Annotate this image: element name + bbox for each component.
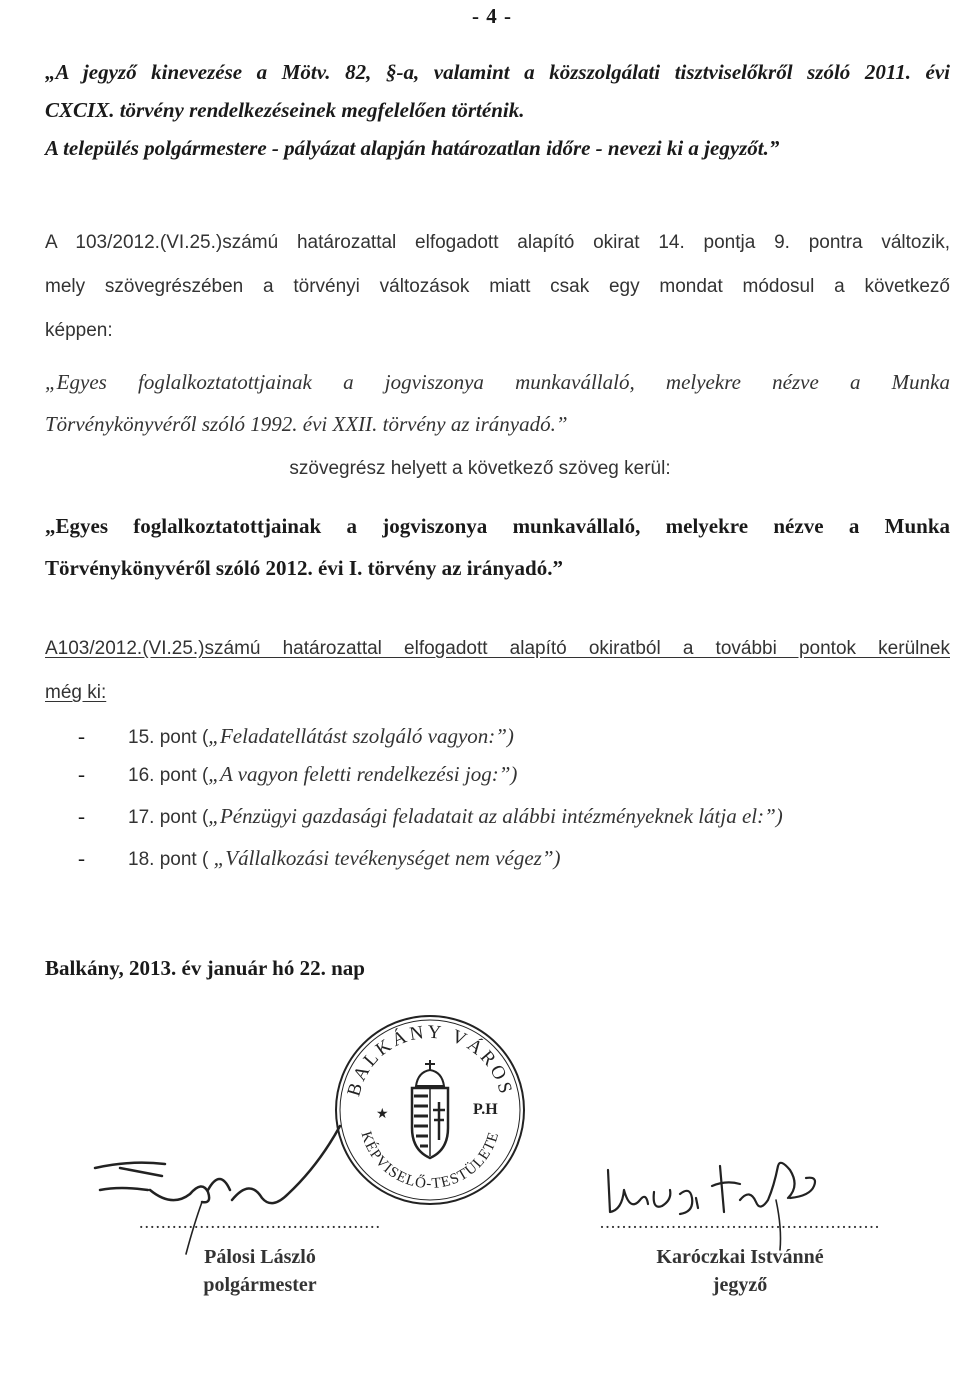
para1-line2: mely szövegrészében a törvényi változások miatt csak egy mondat módosul a következő	[45, 276, 950, 297]
quote1-line3: A település polgármestere - pályázat alapján határozatlan időre - nevezi ki a jegyzőt.”	[45, 136, 780, 160]
para2-line1: A103/2012.(VI.25.)számú határozattal elfogadott alapító okiratból a további pontok kerülnek	[45, 638, 950, 659]
right-signer-name: Karóczkai Istvánné	[656, 1246, 824, 1268]
list-dash: -	[78, 804, 85, 828]
right-signature-dots: ...................................................	[599, 1212, 881, 1232]
point-number: 16. pont (	[128, 765, 209, 786]
list-item-text	[128, 724, 514, 749]
point-title: „Pénzügyi gazdasági feladatait az alábbi intézményeknek látja el:”)	[208, 804, 783, 828]
para1-line1: A 103/2012.(VI.25.)számú határozattal elfogadott alapító okirat 14. pontja 9. pontra változik,	[45, 232, 950, 253]
seal-stamp	[330, 1010, 530, 1210]
new-text-line1: „Egyes foglalkoztatottjainak a jogviszonya munkavállaló, melyekre nézve a Munka	[45, 514, 950, 538]
left-signer-title: polgármester	[203, 1274, 317, 1296]
right-signer-title: jegyző	[712, 1274, 768, 1296]
list-dash: -	[78, 762, 85, 786]
seal-coat-of-arms-icon	[412, 1060, 448, 1158]
date-line: Balkány, 2013. év január hó 22. nap	[45, 956, 365, 980]
point-number: 18. pont (	[128, 849, 214, 870]
seal-mark: P.H	[473, 1101, 498, 1118]
para1-line3: képpen:	[45, 320, 113, 341]
quote1-line1: „A jegyző kinevezése a Mötv. 82, §-a, valamint a közszolgálati tisztviselőkről szóló 2011. évi	[45, 60, 950, 84]
old-text-line2: Törvénykönyvéről szóló 1992. évi XXII. törvény az irányadó.”	[45, 412, 568, 436]
point-title: „A vagyon feletti rendelkezési jog:”)	[208, 762, 518, 786]
page-number: - 4 -	[472, 4, 512, 28]
point-title: „Feladatellátást szolgáló vagyon:”)	[208, 724, 514, 748]
list-dash: -	[78, 724, 85, 748]
left-signer-name: Pálosi László	[204, 1246, 316, 1268]
seal-top-text: BALKÁNY VÁROS	[343, 1021, 517, 1099]
para2-line2: még ki:	[45, 682, 107, 703]
point-number: 17. pont (	[128, 807, 209, 828]
old-text-line1: „Egyes foglalkoztatottjainak a jogviszonya munkavállaló, melyekre nézve a Munka	[45, 370, 950, 394]
list-item-text	[128, 804, 783, 829]
seal-bottom-text: KÉPVISELŐ-TESTÜLETE	[357, 1129, 503, 1193]
list-item-text	[128, 762, 517, 787]
list-item-text	[128, 846, 561, 871]
list-dash: -	[78, 846, 85, 870]
replace-note: szövegrész helyett a következő szöveg kerül:	[289, 458, 671, 479]
left-signature-dots: ............................................	[139, 1212, 381, 1232]
point-title: „Vállalkozási tevékenységet nem végez”)	[213, 846, 561, 870]
new-text-line2: Törvénykönyvéről szóló 2012. évi I. törvény az irányadó.”	[45, 556, 563, 580]
left-signature	[90, 1120, 350, 1260]
point-number: 15. pont (	[128, 727, 209, 748]
svg-text:★: ★	[376, 1107, 389, 1122]
quote1-line2: CXCIX. törvény rendelkezéseinek megfelelően történik.	[45, 98, 525, 122]
right-signature	[600, 1150, 840, 1260]
